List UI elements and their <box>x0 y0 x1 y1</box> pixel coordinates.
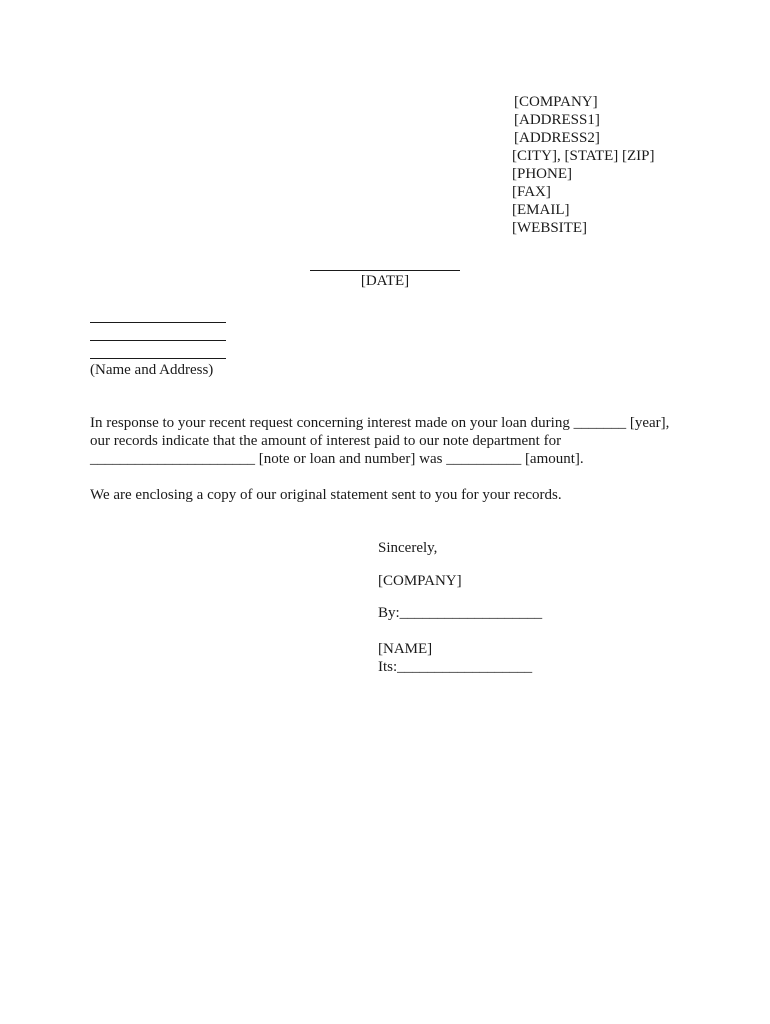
recipient-label: (Name and Address) <box>90 362 214 378</box>
body-para1-line2: our records indicate that the amount of interest paid to our note department for <box>90 433 562 449</box>
sender-phone: [PHONE] <box>512 166 572 182</box>
date-label: [DATE] <box>360 273 410 289</box>
body-para1-line1: In response to your recent request concerning interest made on your loan during _______ [year], <box>90 415 670 431</box>
sender-company: [COMPANY] <box>514 94 598 110</box>
recipient-line-3 <box>90 358 226 359</box>
body-para1-line3: ______________________ [note or loan and number] was __________ [amount]. <box>90 451 584 467</box>
sender-website: [WEBSITE] <box>512 220 587 236</box>
sender-address1: [ADDRESS1] <box>514 112 600 128</box>
recipient-line-1 <box>90 322 226 323</box>
sender-address2: [ADDRESS2] <box>514 130 600 146</box>
closing-name: [NAME] <box>378 641 433 657</box>
date-block <box>300 256 470 296</box>
closing-company: [COMPANY] <box>378 573 462 589</box>
closing-its: Its:__________________ <box>378 659 533 675</box>
sender-fax: [FAX] <box>512 184 551 200</box>
sender-address-block <box>512 93 752 243</box>
recipient-block <box>90 308 290 388</box>
body-para2: We are enclosing a copy of our original statement sent to you for your records. <box>90 487 562 503</box>
sender-email: [EMAIL] <box>512 202 570 218</box>
closing-by: By:___________________ <box>378 605 543 621</box>
closing-block <box>378 539 678 689</box>
date-line <box>310 270 460 271</box>
closing-salutation: Sincerely, <box>378 540 438 556</box>
recipient-line-2 <box>90 340 226 341</box>
sender-city-state-zip: [CITY], [STATE] [ZIP] <box>512 148 655 164</box>
